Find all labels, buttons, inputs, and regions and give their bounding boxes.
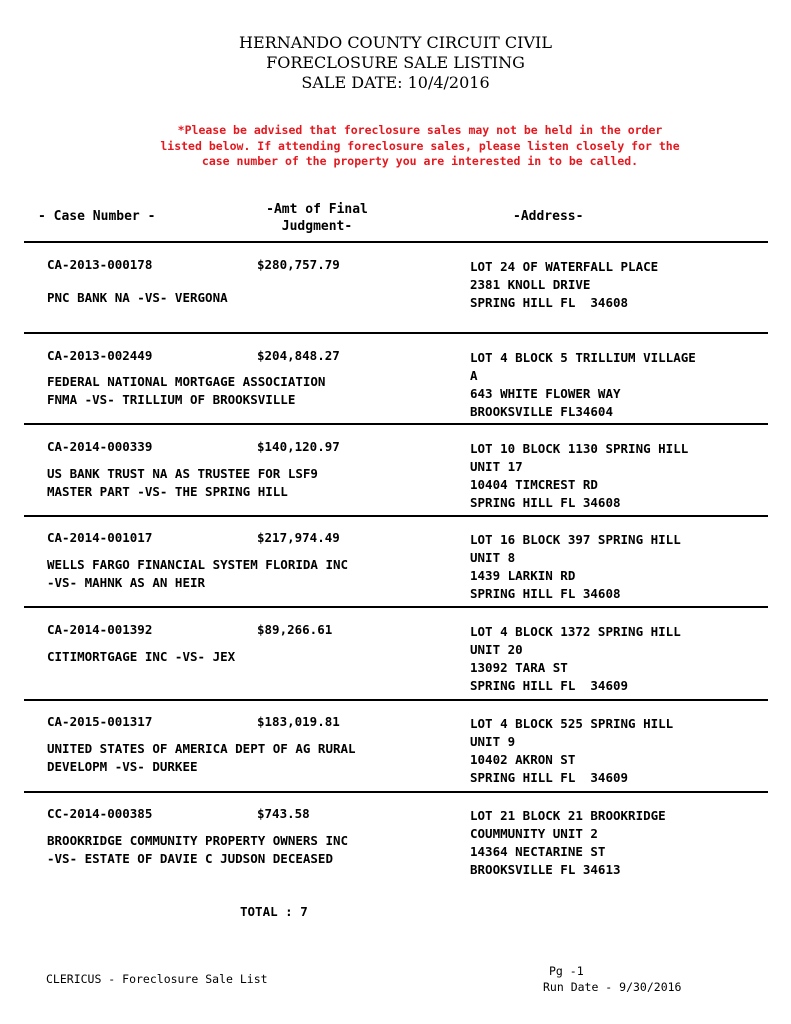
parties-line: WELLS FARGO FINANCIAL SYSTEM FLORIDA INC xyxy=(47,557,349,572)
parties-line: PNC BANK NA -VS- VERGONA xyxy=(47,290,228,305)
address-line: BROOKSVILLE FL34604 xyxy=(470,404,613,419)
title-line-county: HERNANDO COUNTY CIRCUIT CIVIL xyxy=(239,33,552,52)
column-header-amount xyxy=(232,201,402,235)
parties-line: FNMA -VS- TRILLIUM OF BROOKSVILLE xyxy=(47,392,296,407)
judgment-amount: $183,019.81 xyxy=(257,714,340,729)
case-number: CA-2015-001317 xyxy=(47,714,153,729)
address-line: 10404 TIMCREST RD xyxy=(470,477,598,492)
parties-line: DEVELOPM -VS- DURKEE xyxy=(47,759,198,774)
address-line: A xyxy=(470,368,478,383)
row-divider xyxy=(24,606,768,608)
column-header-case: - Case Number - xyxy=(38,209,156,224)
footer-run-date: Run Date - 9/30/2016 xyxy=(543,980,682,994)
parties-line: CITIMORTGAGE INC -VS- JEX xyxy=(47,649,236,664)
address-line: 643 WHITE FLOWER WAY xyxy=(470,386,621,401)
address-line: SPRING HILL FL 34609 xyxy=(470,770,629,785)
row-divider xyxy=(24,241,768,243)
case-number: CA-2014-001017 xyxy=(47,530,153,545)
address-line: LOT 16 BLOCK 397 SPRING HILL xyxy=(470,532,681,547)
parties-line: -VS- MAHNK AS AN HEIR xyxy=(47,575,206,590)
address-line: SPRING HILL FL 34608 xyxy=(470,495,621,510)
address-line: UNIT 8 xyxy=(470,550,516,565)
row-divider xyxy=(24,332,768,334)
row-divider xyxy=(24,423,768,425)
row-divider xyxy=(24,791,768,793)
parties-line: MASTER PART -VS- THE SPRING HILL xyxy=(47,484,288,499)
address-line: BROOKSVILLE FL 34613 xyxy=(470,862,621,877)
column-header-amount-line: -Amt of Final xyxy=(266,202,368,217)
case-number: CA-2014-001392 xyxy=(47,622,153,637)
column-header-amount-line: Judgment- xyxy=(281,219,353,234)
address-line: COUMMUNITY UNIT 2 xyxy=(470,826,598,841)
address-line: UNIT 17 xyxy=(470,459,523,474)
row-divider xyxy=(24,515,768,517)
address-line: LOT 4 BLOCK 5 TRILLIUM VILLAGE xyxy=(470,350,696,365)
address-line: 10402 AKRON ST xyxy=(470,752,576,767)
address-line: UNIT 9 xyxy=(470,734,516,749)
address-line: 13092 TARA ST xyxy=(470,660,568,675)
title-line-listing: FORECLOSURE SALE LISTING xyxy=(266,53,525,72)
address-line: LOT 21 BLOCK 21 BROOKRIDGE xyxy=(470,808,666,823)
case-number: CA-2013-000178 xyxy=(47,257,153,272)
case-number: CA-2014-000339 xyxy=(47,439,153,454)
address-line: 14364 NECTARINE ST xyxy=(470,844,606,859)
title-line-sale-date: SALE DATE: 10/4/2016 xyxy=(301,73,490,92)
address-line: LOT 10 BLOCK 1130 SPRING HILL xyxy=(470,441,689,456)
address-line: 2381 KNOLL DRIVE xyxy=(470,277,591,292)
footer-system-name: CLERICUS - Foreclosure Sale List xyxy=(46,972,268,986)
address-line: 1439 LARKIN RD xyxy=(470,568,576,583)
address-line: UNIT 20 xyxy=(470,642,523,657)
parties-line: FEDERAL NATIONAL MORTGAGE ASSOCIATION xyxy=(47,374,326,389)
parties-line: BROOKRIDGE COMMUNITY PROPERTY OWNERS INC xyxy=(47,833,349,848)
total-count: TOTAL : 7 xyxy=(240,904,308,919)
address-line: SPRING HILL FL 34608 xyxy=(470,295,629,310)
judgment-amount: $89,266.61 xyxy=(257,622,333,637)
parties-line: US BANK TRUST NA AS TRUSTEE FOR LSF9 xyxy=(47,466,318,481)
judgment-amount: $743.58 xyxy=(257,806,310,821)
address-line: SPRING HILL FL 34608 xyxy=(470,586,621,601)
address-line: LOT 4 BLOCK 525 SPRING HILL xyxy=(470,716,674,731)
case-number: CA-2013-002449 xyxy=(47,348,153,363)
footer-page-number: Pg -1 xyxy=(549,964,584,978)
notice-text: *Please be advised that foreclosure sales may not be held in the order listed below. If attending foreclosure sales, please listen closely for the case number of the property you are interested in to be called. xyxy=(160,123,680,168)
judgment-amount: $140,120.97 xyxy=(257,439,340,454)
parties-line: UNITED STATES OF AMERICA DEPT OF AG RURAL xyxy=(47,741,356,756)
judgment-amount: $204,848.27 xyxy=(257,348,340,363)
case-number: CC-2014-000385 xyxy=(47,806,153,821)
column-header-address: -Address- xyxy=(513,209,584,224)
address-line: LOT 4 BLOCK 1372 SPRING HILL xyxy=(470,624,681,639)
page-title xyxy=(0,33,791,93)
judgment-amount: $217,974.49 xyxy=(257,530,340,545)
address-line: LOT 24 OF WATERFALL PLACE xyxy=(470,259,659,274)
judgment-amount: $280,757.79 xyxy=(257,257,340,272)
row-divider xyxy=(24,699,768,701)
parties-line: -VS- ESTATE OF DAVIE C JUDSON DECEASED xyxy=(47,851,333,866)
address-line: SPRING HILL FL 34609 xyxy=(470,678,629,693)
